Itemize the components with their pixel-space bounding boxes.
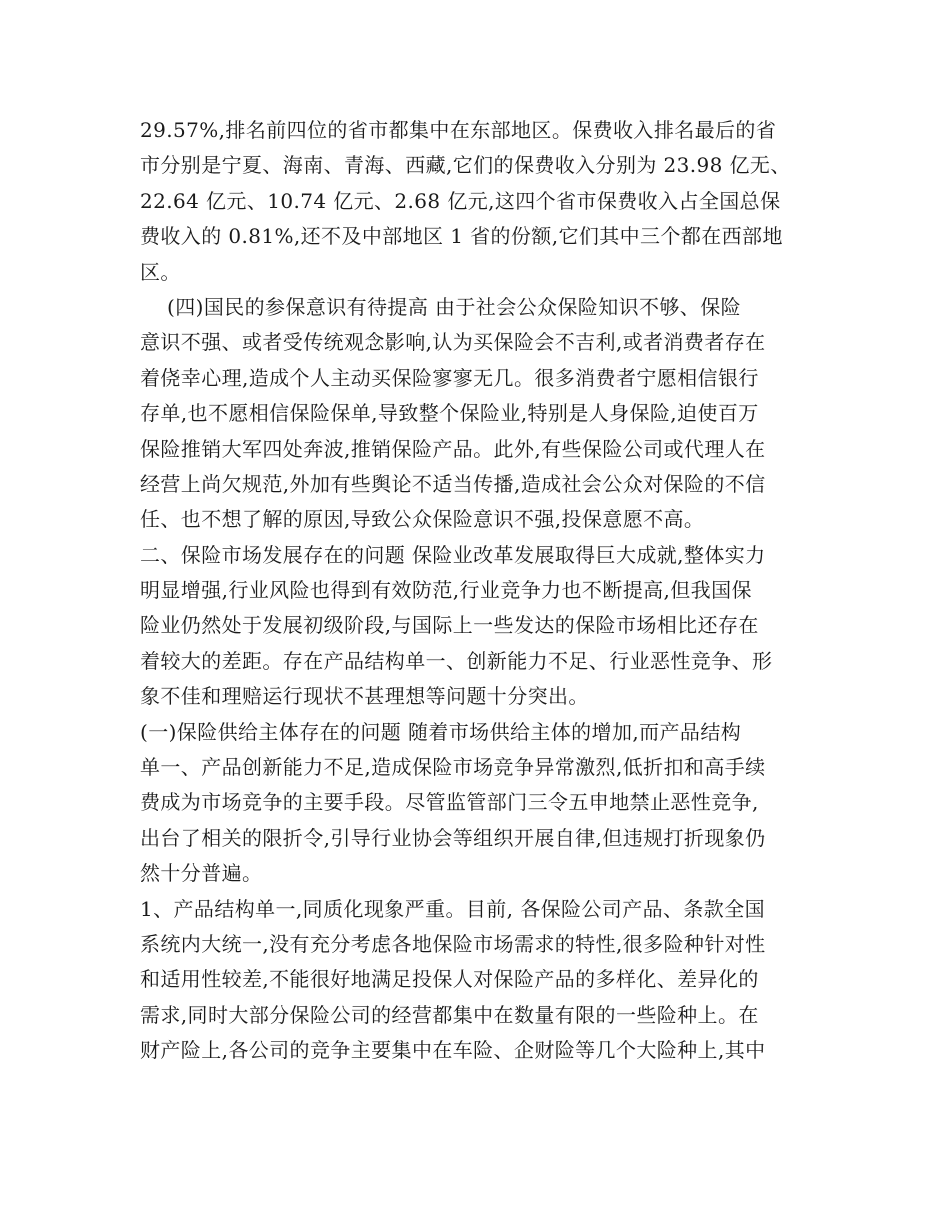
text-line: 系统内大统一,没有充分考虑各地保险市场需求的特性,很多险种针对性 — [140, 931, 766, 956]
text-line: 费成为市场竞争的主要手段。尽管监管部门三令五申地禁止恶性竞争, — [140, 790, 759, 815]
body-text — [140, 113, 815, 1069]
section-heading-line: (四)国民的参保意识有待提高 由于社会公众保险知识不够、保险 — [140, 294, 741, 319]
text-line: 任、也不想了解的原因,导致公众保险意识不强,投保意愿不高。 — [140, 507, 705, 532]
text-line: 和适用性较差,不能很好地满足投保人对保险产品的多样化、差异化的 — [140, 967, 759, 992]
text-line: 保险推销大军四处奔波,推销保险产品。此外,有些保险公司或代理人在 — [140, 436, 766, 461]
text-line: 险业仍然处于发展初级阶段,与国际上一些发达的保险市场相比还存在 — [140, 613, 759, 638]
text-line: 单一、产品创新能力不足,造成保险市场竞争异常激烈,低折扣和高手续 — [140, 755, 766, 780]
text-line: 需求,同时大部分保险公司的经营都集中在数量有限的一些险种上。在 — [140, 1002, 759, 1027]
text-line: 市分别是宁夏、海南、青海、西藏,它们的保费收入分别为 23.98 亿无、 — [140, 153, 791, 178]
text-line: 财产险上,各公司的竞争主要集中在车险、企财险等几个大险种上,其中 — [140, 1038, 766, 1063]
text-line: 出台了相关的限折令,引导行业协会等组织开展自律,但违规打折现象仍 — [140, 825, 766, 850]
text-line: 着侥幸心理,造成个人主动买保险寥寥无几。很多消费者宁愿相信银行 — [140, 365, 759, 390]
text-line: 区。 — [140, 259, 181, 284]
text-line: 存单,也不愿相信保险保单,导致整个保险业,特别是人身保险,迫使百万 — [140, 401, 759, 426]
text-line: 明显增强,行业风险也得到有效防范,行业竞争力也不断提高,但我国保 — [140, 578, 752, 603]
section-heading-line: 1、产品结构单一,同质化现象严重。目前, 各保险公司产品、条款全国 — [140, 896, 765, 921]
section-heading-line: (一)保险供给主体存在的问题 随着市场供给主体的增加,而产品结构 — [140, 719, 742, 744]
section-heading-line: 二、保险市场发展存在的问题 保险业改革发展取得巨大成就,整体实力 — [140, 542, 766, 567]
text-line: 着较大的差距。存在产品结构单一、创新能力不足、行业恶性竞争、形 — [140, 648, 773, 673]
text-line: 象不佳和理赔运行现状不甚理想等问题十分突出。 — [140, 684, 589, 709]
text-line: 意识不强、或者受传统观念影响,认为买保险会不吉利,或者消费者存在 — [140, 330, 766, 355]
text-line: 费收入的 0.81%,还不及中部地区 1 省的份额,它们其中三个都在西部地 — [140, 224, 783, 249]
text-line: 经营上尚欠规范,外加有些舆论不适当传播,造成社会公众对保险的不信 — [140, 471, 766, 496]
text-line: 22.64 亿元、10.74 亿元、2.68 亿元,这四个省市保费收入占全国总保 — [140, 188, 781, 213]
text-line: 29.57%,排名前四位的省市都集中在东部地区。保费收入排名最后的省 — [140, 118, 777, 142]
text-line: 然十分普遍。 — [140, 861, 263, 886]
